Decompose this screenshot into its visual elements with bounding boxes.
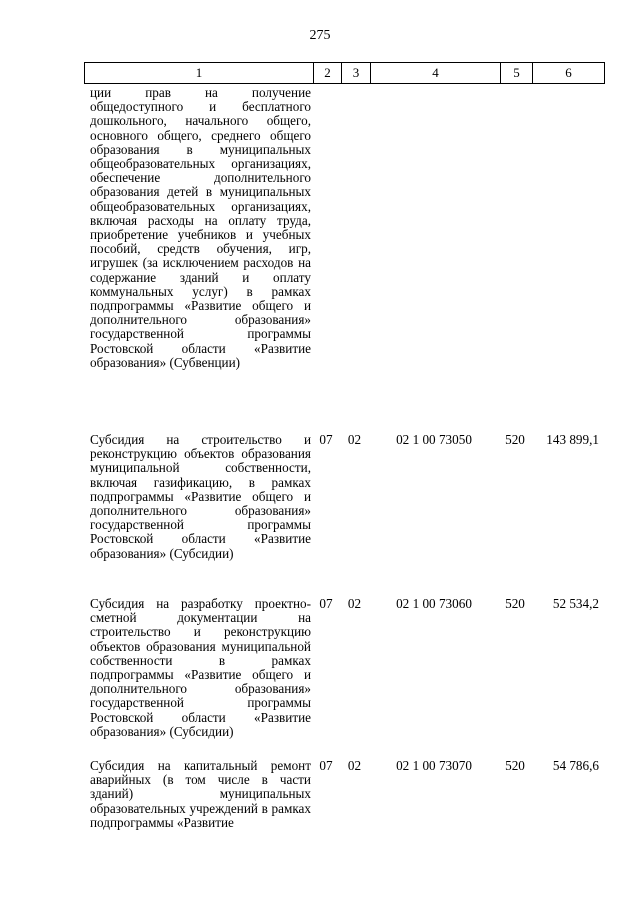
row-csr: 02 1 00 73050 — [396, 432, 472, 447]
header-col-3: 3 — [341, 63, 370, 83]
continuation-text: ции прав на получение общедоступного и бесплатного дошкольного, начального общего, основного общего, среднего общего образования в муниципальных общеобразовательных организациях, обеспечение дополнительного образования детей в муниципальных общеобразовательных организациях, включая расходы на оплату труда, приобретение учебников и учебных пособий, средств обучения, игр, игрушек (за исключением расходов на содержание зданий и оплату коммунальных услуг) в рамках подпрограммы «Развитие общего и дополнительного образования» государственной программы Ростовской области «Развитие образования» (Субвенции) — [90, 85, 311, 370]
row-sum: 54 786,6 — [552, 758, 599, 773]
row-csr: 02 1 00 73070 — [396, 758, 472, 773]
header-col-2: 2 — [313, 63, 341, 83]
table-header — [84, 62, 605, 84]
header-col-6: 6 — [532, 63, 604, 83]
row-vr: 520 — [505, 596, 525, 611]
row-sum: 143 899,1 — [546, 432, 599, 447]
row-pr: 02 — [347, 596, 362, 611]
header-col-5: 5 — [500, 63, 532, 83]
row-rz: 07 — [319, 432, 333, 447]
row-name: Субсидия на разработку проектно-сметной документации на строительство и реконструкцию объектов образования муниципальной собственности в рамках подпрограммы «Развитие общего и дополнительного образования» государственной программы Ростовской области «Развитие образования» (Субсидии) — [90, 596, 311, 739]
row-csr: 02 1 00 73060 — [396, 596, 472, 611]
row-name: Субсидия на строительство и реконструкцию объектов образования муниципальной собственности, включая газификацию, в рамках подпрограммы «Развитие общего и дополнительного образования» государственной программы Ростовской области «Развитие образования» (Субсидии) — [90, 432, 311, 561]
row-rz: 07 — [319, 596, 333, 611]
row-name: Субсидия на капитальный ремонт аварийных (в том числе в части зданий) муниципальных образовательных учреждений в рамках подпрограммы «Развитие — [90, 758, 311, 830]
page-number: 275 — [309, 28, 331, 43]
row-rz: 07 — [319, 758, 333, 773]
row-sum: 52 534,2 — [552, 596, 599, 611]
row-pr: 02 — [347, 758, 362, 773]
header-col-4: 4 — [370, 63, 500, 83]
row-vr: 520 — [505, 758, 525, 773]
header-col-1: 1 — [195, 65, 203, 80]
row-vr: 520 — [505, 432, 525, 447]
row-pr: 02 — [347, 432, 362, 447]
